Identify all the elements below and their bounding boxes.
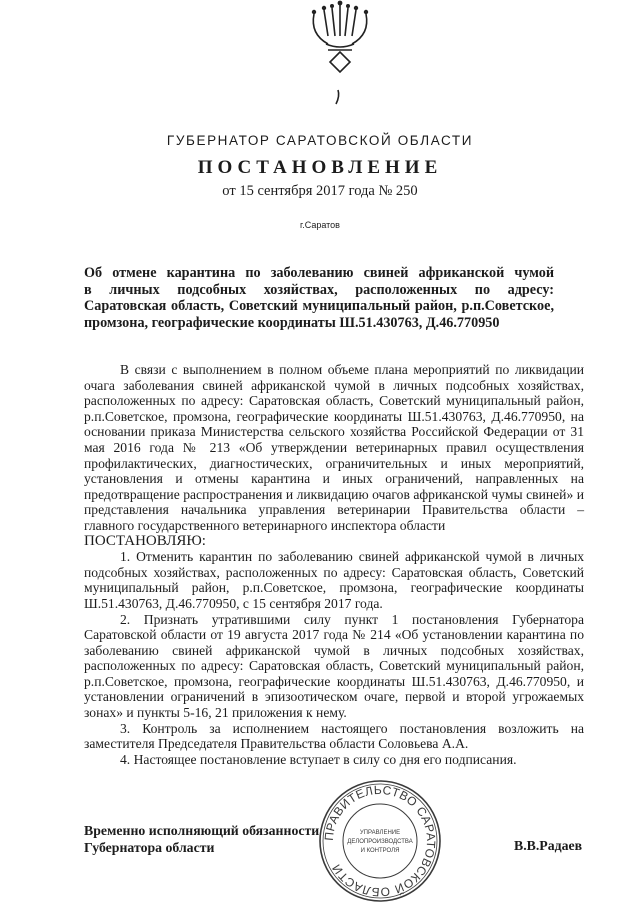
position-line: Временно исполняющий обязанности xyxy=(84,823,320,838)
official-stamp xyxy=(318,779,442,903)
authority-title: ГУБЕРНАТОР САРАТОВСКОЙ ОБЛАСТИ xyxy=(166,133,474,148)
document-body xyxy=(84,362,584,767)
heading-line: Об отмене карантина по заболеванию свиней африканской чумой xyxy=(84,265,554,281)
decree-word: ПОСТАНОВЛЯЮ: xyxy=(84,532,206,549)
position-line: Губернатора области xyxy=(84,840,215,855)
stamp-ring-text: ПРАВИТЕЛЬСТВО САРАТОВСКОЙ ОБЛАСТИ xyxy=(321,782,439,900)
decree-item: 1. Отменить карантин по заболеванию свиней африканской чумой в личных подсобных хозяйствах, расположенных по адресу: Саратовская область, Советский муниципальный район, р.п.Советское, промзона, географические координаты Ш.51.430763, Д.46.770950, с 15 сентября 2017 года. xyxy=(84,549,584,611)
document-heading xyxy=(84,265,554,331)
decree-item: 3. Контроль за исполнением настоящего постановления возложить на заместителя Председателя Правительства области Соловьева А.А. xyxy=(84,720,584,752)
document-place: г.Саратов xyxy=(300,220,340,230)
decree-item: 4. Настоящее постановление вступает в силу со дня его подписания. xyxy=(120,751,517,767)
crown-emblem-icon xyxy=(300,0,380,120)
decree-item: 2. Признать утратившими силу пункт 1 постановления Губернатора Саратовской области от 19 августа 2017 года № 214 «Об установлении карантина по заболеванию свиней африканской чумой в личных подсобных хозяйствах, расположенных по адресу: Саратовская область, Советский муниципальный район, р.п.Советское, промзона, географические координаты Ш.51.430763, Д.46.770950, и установлении ограничений в эпизоотическом очаге, первой и второй угрожаемых зонах» и пункты 5-16, 21 приложения к нему. xyxy=(84,611,584,721)
stamp-center-line: ДЕЛОПРОИЗВОДСТВА xyxy=(347,839,413,845)
stamp-center-line: И КОНТРОЛЯ xyxy=(360,848,400,854)
document-date: от 15 сентября 2017 года № 250 xyxy=(222,183,418,199)
document-type: ПОСТАНОВЛЕНИЕ xyxy=(197,157,443,178)
heading-line: промзона, географические координаты Ш.51.430763, Д.46.770950 xyxy=(84,314,500,331)
signatory-name: В.В.Радаев xyxy=(514,838,583,853)
signatory-position xyxy=(84,822,319,856)
preamble-paragraph: В связи с выполнением в полном объеме плана мероприятий по ликвидации очага заболевания свиней африканской чумой в личных подсобных хозяйствах, расположенных по адресу: Саратовская область, Советский муниципальный район, р.п.Советское, промзона, географические координаты Ш.51.430763, Д.46.770950, на основании приказа Министерства сельского хозяйства Российской Федерации от 31 мая 2016 года № 213 «Об утверждении ветеринарных правил осуществления профилактических, диагностических, ограничительных и иных мероприятий, установления и отмены карантина и иных ограничений, направленных на предотвращение распространения и ликвидацию очагов африканской чумы свиней» и представления начальника управления ветеринарии Правительства области – главного государственного ветеринарного инспектора области xyxy=(84,362,584,533)
heading-line: Саратовская область, Советский муниципальный район, р.п.Советское, xyxy=(84,298,554,314)
heading-line: в личных подсобных хозяйствах, расположенных по адресу: xyxy=(84,281,554,298)
stamp-center-line: УПРАВЛЕНИЕ xyxy=(359,830,401,836)
